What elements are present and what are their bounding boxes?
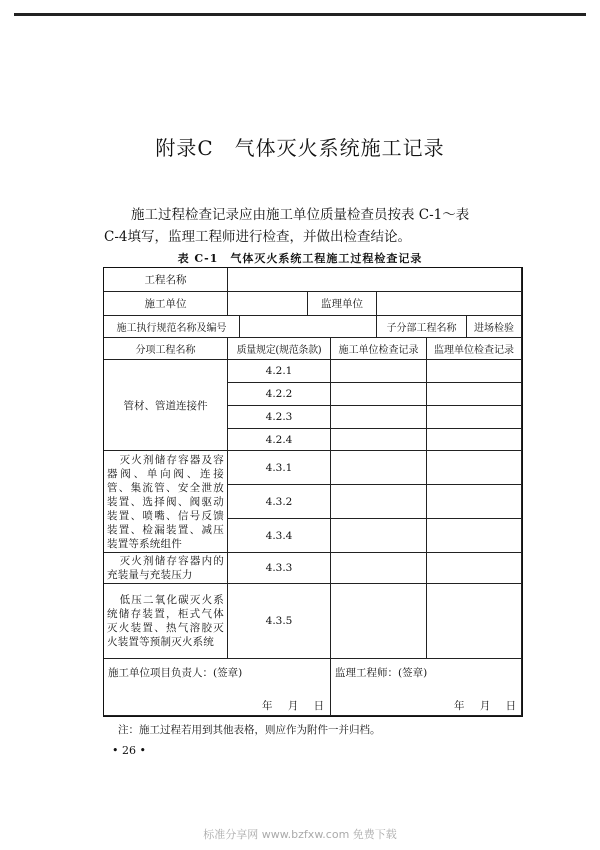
item-name: 灭火剂储存容器内的充装量与充装压力 [103,552,228,584]
item-name: 低压二氧化碳灭火系统储存装置，柜式气体灭火装置、热气溶胶灭火装置等预制灭火系统 [103,583,228,659]
record-cell [330,518,427,553]
appendix-title: 附录C 气体灭火系统施工记录 [155,136,445,160]
record-cell [426,405,522,429]
record-cell [426,518,522,553]
clause: 4.2.2 [227,382,331,406]
header-contractor-record: 施工单位检查记录 [330,337,427,360]
contractor-value [227,291,308,316]
spec-label: 施工执行规范名称及编号 [103,315,240,338]
header-item: 分项工程名称 [103,337,228,360]
clause: 4.3.5 [227,583,331,659]
page-number: • 26 • [112,744,146,757]
record-cell [426,484,522,519]
record-cell [426,552,522,584]
sub-project-label: 子分部工程名称 [376,315,467,338]
record-cell [426,382,522,406]
sub-project-value: 进场检验 [466,315,522,338]
record-cell [426,583,522,659]
clause: 4.3.1 [227,450,331,485]
supervisor-unit-value [376,291,522,316]
table-note: 注：施工过程若用到其他表格，则应作为附件一并归档。 [118,724,381,736]
record-cell [426,428,522,451]
intro-line-1: 施工过程检查记录应由施工单位质量检查员按表 C-1～表 [131,207,470,223]
record-cell [330,359,427,383]
contractor-date: 年 月 日 [262,700,325,712]
item-name: 灭火剂储存容器及容器阀、单向阀、连接管、集流管、安全泄放装置、选择阀、阀驱动装置、喷嘴、信号反馈装置、检漏装置、减压装置等系统组件 [103,450,228,553]
project-name-value [227,267,522,292]
intro-line-2: C-4填写，监理工程师进行检查，并做出检查结论。 [104,229,411,245]
supervisor-unit-label: 监理单位 [307,291,377,316]
record-cell [426,450,522,485]
record-cell [330,450,427,485]
record-cell [330,552,427,584]
clause: 4.3.2 [227,484,331,519]
clause: 4.2.3 [227,405,331,429]
project-name-label: 工程名称 [103,267,228,292]
record-cell [426,359,522,383]
clause: 4.3.3 [227,552,331,584]
item-name: 管材、管道连接件 [103,359,228,451]
record-cell [330,405,427,429]
header-supervisor-record: 监理单位检查记录 [426,337,522,360]
table-caption: 表 C-1 气体灭火系统工程施工过程检查记录 [177,252,423,265]
top-rule [14,13,586,16]
contractor-label: 施工单位 [103,291,228,316]
contractor-signature-label: 施工单位项目负责人：(签章) [108,667,243,679]
header-clause: 质量规定(规范条款) [227,337,331,360]
supervisor-signature-label: 监理工程师：(签章) [335,667,428,679]
spec-value [239,315,377,338]
supervisor-date: 年 月 日 [454,700,517,712]
clause: 4.2.4 [227,428,331,451]
clause: 4.3.4 [227,518,331,553]
record-cell [330,382,427,406]
record-cell [330,428,427,451]
record-cell [330,484,427,519]
record-cell [330,583,427,659]
clause: 4.2.1 [227,359,331,383]
watermark: 标准分享网 www.bzfxw.com 免费下载 [203,828,397,841]
